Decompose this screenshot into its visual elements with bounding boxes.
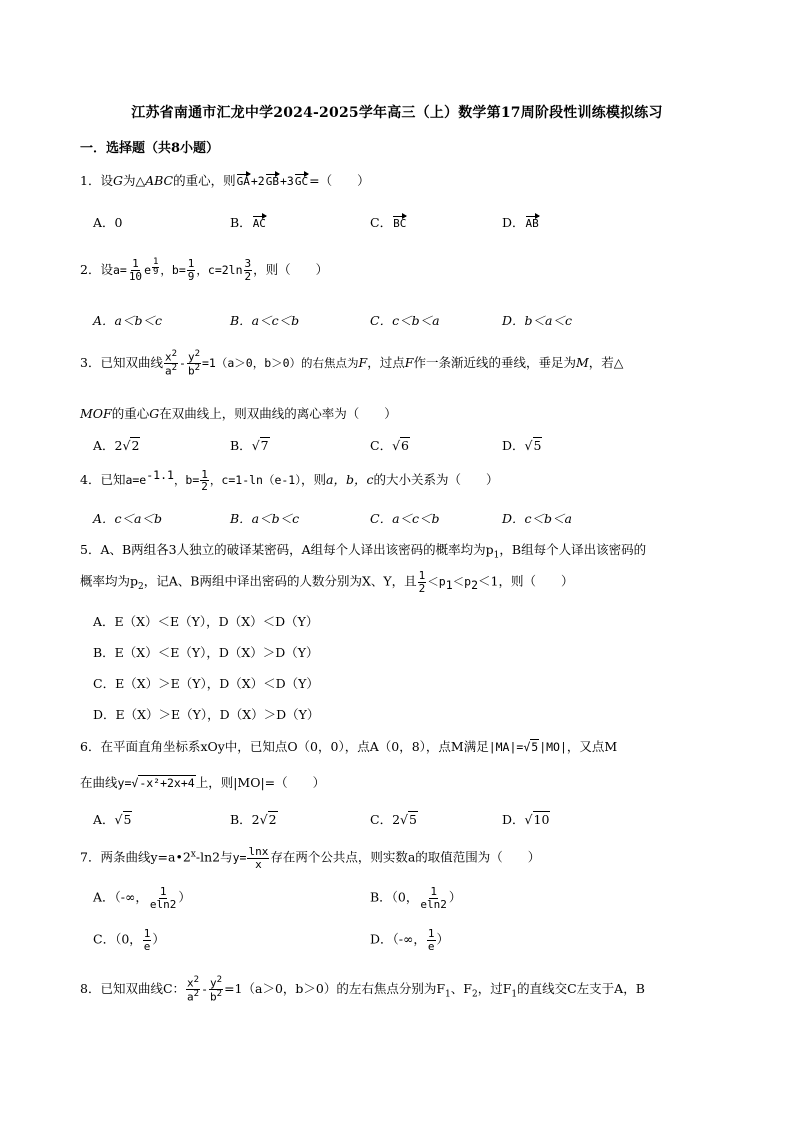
q6-radicand-2: -x²+2x+4	[139, 776, 195, 790]
q5-sub-1: 1	[493, 550, 500, 561]
q1-option-d-vector: AB	[525, 217, 539, 230]
q1-text-e: 的重心，则	[173, 173, 236, 188]
q3-option-d[interactable]	[502, 436, 542, 454]
q4-option-d[interactable]: D．c＜b＜a	[502, 511, 572, 526]
q1-abc: ABC	[145, 173, 174, 188]
q8-a: a	[187, 990, 194, 1004]
q8-a-sq: 2	[193, 989, 200, 1000]
q8-sub-1: 1	[445, 989, 451, 1000]
q7-option-b-num: 1	[430, 885, 437, 898]
q5-line-1b: ，B组每个人译出该密码的	[499, 542, 647, 557]
q7-option-b[interactable]	[370, 886, 461, 910]
q3-l2b: 的重心	[111, 406, 150, 421]
q7-y: y=	[232, 850, 247, 865]
q7-sup: x	[190, 849, 196, 860]
sqrt-icon: √10	[524, 812, 550, 827]
q7-option-c-label: C．（0，	[93, 931, 142, 947]
q1-option-c[interactable]	[370, 213, 407, 231]
q3-b: b	[187, 364, 195, 378]
q5-option-c[interactable]: C．E（X）＞E（Y），D（X）＜D（Y）	[93, 676, 319, 691]
q8-t1: 、F	[450, 981, 472, 997]
q8-sub-2: 2	[471, 989, 478, 1000]
q3-mof: MOF	[80, 406, 112, 421]
q4-tail1: ，则	[300, 472, 326, 488]
q1-text: 1．	[80, 173, 101, 188]
q2-exp-den: 9	[153, 267, 159, 278]
q7-option-b-frac	[419, 886, 448, 910]
q5-option-a[interactable]: A．E（X）＜E（Y），D（X）＜D（Y）	[93, 614, 319, 629]
q2-frac-3	[244, 258, 253, 282]
q2-option-a[interactable]: A．a＜b＜c	[93, 313, 162, 328]
q7-line-1: 7．两条曲线y=a•2	[80, 849, 191, 865]
q6-option-b-radicand: 2	[268, 812, 277, 827]
q3-g: G	[149, 406, 160, 421]
q3-frac-x	[164, 350, 178, 377]
page-title: 江苏省南通市汇龙中学2024-2025学年高三（上）数学第17周阶段性训练模拟练习	[131, 105, 663, 121]
q5-sub-2: 2	[138, 582, 144, 593]
q7-option-c-num: 1	[143, 927, 151, 940]
q5-ineq-2: ＜p	[452, 574, 472, 589]
q6-option-c-label: C．2	[370, 812, 401, 827]
q2-frac-3-den: 2	[244, 270, 252, 283]
q3-option-c-radicand: 6	[401, 438, 409, 453]
q5-option-b[interactable]: B．E（X）＜E（Y），D（X）＞D（Y）	[93, 645, 319, 660]
q2-frac-2-den: 9	[187, 270, 195, 283]
q3-y-sq: 2	[194, 349, 200, 359]
q1-option-a[interactable]: A．0	[93, 215, 123, 230]
q1-g: G	[112, 173, 123, 188]
q1-option-b-vector: AC	[252, 217, 266, 230]
q7-option-c-frac	[143, 928, 152, 952]
q8-frac-x	[186, 976, 200, 1003]
sqrt-icon: √-x²+2x+4	[131, 776, 195, 790]
q8-x: x	[187, 976, 194, 990]
q6-radicand: 5	[531, 740, 539, 754]
q4-vars: a，b，c	[326, 472, 374, 488]
q3-x-sq: 2	[171, 349, 178, 359]
question-7	[80, 846, 540, 870]
q7-option-d-end: ）	[436, 931, 450, 947]
q1-option-c-vector: BC	[393, 217, 407, 230]
q3-option-a[interactable]	[93, 436, 140, 454]
q1-option-c-label: C．	[370, 215, 393, 230]
q7-option-a-label: A．（-∞，	[93, 889, 148, 905]
q6-option-b[interactable]	[230, 810, 278, 828]
q3-option-b-label: B．	[230, 438, 252, 453]
q6-line-2: 在曲线	[80, 775, 118, 790]
question-3: 3．已知双曲线 $\frac{x^2}{a^2}$ - $\frac{y^2}{b^2}$ =1（a＞0，b＞0）的右焦点为F，过点F作一条渐近线的垂线，垂足为M，若△	[80, 349, 624, 378]
question-8: 8．已知双曲线C： $\frac{x^2}{a^2}$ - $\frac{y^2}{b^2}$ =1（a＞0，b＞0）的左右焦点分别为$F_1$、$F_2$，过$F_1$的直线交C左支于A，B	[80, 975, 645, 1004]
question-6-line-2	[80, 773, 325, 791]
question-5-line-2	[80, 570, 573, 594]
q3-m: M	[575, 355, 589, 371]
q2-frac-2	[187, 258, 196, 282]
q3-option-c[interactable]	[370, 436, 410, 454]
q6-option-c[interactable]	[370, 810, 418, 828]
q4-option-b[interactable]: B．a＜b＜c	[230, 511, 300, 526]
q3-option-d-label: D．	[502, 438, 525, 453]
q2-e: e	[144, 263, 151, 277]
q2-option-b[interactable]: B．a＜c＜b	[230, 313, 300, 328]
q5-line-2b: ，记A、B两组中译出密码的人数分别为X、Y，且	[143, 573, 417, 589]
q6-line-2b: 上，则|MO|=（ ）	[195, 775, 326, 790]
q6-ma: |MA|=	[488, 740, 524, 754]
q3-t2: 作一条渐近线的垂线，垂足为	[413, 355, 576, 371]
q4-frac-num: 1	[201, 467, 208, 481]
q7-line-1b: -ln2与	[195, 849, 233, 865]
q5-frac	[418, 570, 427, 594]
q1-vector-gb: GB	[265, 175, 279, 188]
q7-option-a-num: 1	[159, 885, 167, 898]
q2-frac-3-num: 3	[244, 257, 252, 271]
q8-sub-3: 1	[511, 989, 518, 1000]
q3-frac-y	[187, 350, 201, 377]
q3-option-c-label: C．	[370, 438, 393, 453]
q8-line-1: 8．已知双曲线C：	[80, 981, 186, 997]
q5-ineq-3: ＜1，则（ ）	[478, 573, 574, 589]
q2-c: ，c=2ln	[196, 263, 243, 277]
q7-frac-den: x	[255, 857, 262, 871]
q5-option-d[interactable]: D．E（X）＞E（Y），D（X）＞D（Y）	[93, 707, 320, 722]
q6-option-d-label: D．	[502, 812, 525, 827]
q6-y: y=	[117, 776, 132, 790]
q6-option-d[interactable]	[502, 810, 550, 828]
q8-y: y	[210, 976, 217, 990]
question-1	[80, 171, 370, 189]
q7-option-d-num: 1	[427, 927, 435, 940]
q5-frac-den: 2	[418, 581, 426, 595]
sqrt-icon: √6	[392, 438, 409, 453]
q2-frac-1-den: 10	[128, 270, 143, 283]
q5-line-1: 5．A、B两组各3人独立的破译某密码，A组每个人译出该密码的概率均为p	[80, 542, 494, 557]
q7-line-1c: 存在两个公共点，则实数a的取值范围为（ ）	[270, 849, 541, 865]
q3-b-sq: 2	[194, 363, 200, 374]
q2-exp-num: 1	[153, 257, 159, 267]
q5-frac-num: 1	[418, 569, 426, 582]
q8-x-sq: 2	[193, 975, 200, 985]
q8-b: b	[210, 990, 217, 1004]
q3-option-b-radicand: 7	[260, 438, 269, 453]
q7-option-a-frac	[149, 886, 178, 910]
q1-vector-gc: GC	[294, 175, 309, 188]
q7-frac-num: lnx	[248, 845, 269, 858]
q8-y-sq: 2	[216, 975, 223, 985]
q4-frac-den: 2	[201, 480, 208, 494]
sqrt-icon: √7	[251, 438, 269, 453]
q1-option-d-label: D．	[502, 215, 525, 230]
q7-option-c[interactable]	[93, 928, 165, 952]
q2-frac-1-num: 1	[132, 257, 139, 271]
question-3-line-2	[80, 404, 397, 422]
q7-option-c-den: e	[143, 939, 151, 953]
q7-option-a-den: eln2	[149, 897, 177, 911]
sqrt-icon: √5	[524, 438, 542, 453]
q2-num: 2．设	[80, 262, 113, 277]
q5-line-2: 概率均为p	[80, 573, 139, 589]
q5-ineq: ＜p	[427, 574, 446, 589]
q1-option-d[interactable]	[502, 213, 540, 231]
q1-option-b-label: B．	[230, 215, 252, 230]
q2-exp-frac	[152, 258, 159, 278]
q8-t2: ，过F	[477, 981, 512, 997]
q7-option-d-label: D．（-∞，	[370, 931, 426, 947]
q3-option-b[interactable]	[230, 436, 270, 454]
q8-mid: =1（a＞0，b＞0）的左右焦点分别为F	[224, 981, 446, 997]
q3-x: x	[164, 350, 172, 364]
q7-option-d-den: e	[427, 939, 435, 953]
q6-option-d-radicand: 10	[533, 812, 550, 827]
q3-a-sq: 2	[171, 363, 178, 374]
sqrt-icon: √5	[523, 740, 539, 754]
q7-option-a[interactable]	[93, 886, 191, 910]
q3-a: a	[164, 364, 172, 378]
q1-plus-2: +2	[250, 174, 265, 188]
q1-vector-ga: GA	[236, 175, 250, 188]
question-2	[80, 258, 328, 283]
q2-option-c[interactable]: C．c＜b＜a	[370, 313, 440, 328]
q6-option-b-label: B．2	[230, 812, 260, 827]
q5-ineq-sub-2: 2	[471, 578, 478, 593]
sqrt-icon: √5	[400, 812, 417, 827]
q3-mid: =1（a＞0，b＞0）的右焦点为	[202, 356, 359, 371]
section-heading: 一．选择题（共8小题）	[80, 141, 220, 156]
q2-tail: ，则（ ）	[253, 262, 329, 277]
q1-tail: =（ ）	[309, 173, 370, 188]
q3-f2: F	[404, 355, 414, 371]
q4-c: ，c=1-ln（e-1）	[209, 473, 301, 488]
q3-num: 3．已知双曲线	[80, 355, 163, 371]
q8-b-sq: 2	[216, 989, 223, 1000]
q3-option-a-radicand: 2	[131, 438, 140, 453]
sqrt-icon: √5	[114, 812, 132, 827]
q6-line-1b: ，又点M	[566, 739, 618, 754]
q4-num: 4．已知	[80, 472, 126, 488]
q4-b: ，b=	[173, 473, 200, 488]
q6-option-c-radicand: 5	[409, 812, 417, 827]
q3-y: y	[187, 350, 195, 364]
q6-mo: |MO|	[539, 740, 567, 754]
q7-option-b-end: ）	[448, 889, 462, 905]
q4-exp: -1.1	[146, 468, 174, 482]
q2-frac-2-num: 1	[187, 257, 195, 271]
q7-option-b-den: eln2	[420, 897, 447, 911]
q4-frac	[200, 469, 209, 493]
q4-option-c[interactable]: C．a＜c＜b	[370, 511, 440, 526]
sqrt-icon: √2	[122, 438, 140, 453]
q7-option-d-frac	[427, 928, 436, 952]
q3-t3: ，若△	[588, 355, 624, 371]
q3-f: F	[358, 355, 368, 371]
q6-option-a-radicand: 5	[123, 812, 132, 827]
q2-a: a=	[112, 263, 127, 277]
q1-plus-3: +3	[279, 174, 294, 188]
q3-l2d: 在双曲线上，则双曲线的离心率为（ ）	[159, 406, 397, 421]
q6-option-a[interactable]	[93, 810, 132, 828]
question-5	[80, 540, 646, 561]
q5-ineq-sub-1: 1	[445, 578, 453, 593]
q1-option-b[interactable]	[230, 213, 267, 231]
q8-t3: 的直线交C左支于A，B	[517, 981, 645, 997]
q6-line-1: 6．在平面直角坐标系xOy中，已知点O（0，0），点A（0，8），点M满足	[80, 739, 489, 754]
q7-option-d[interactable]	[370, 928, 449, 952]
q7-option-b-label: B．（0，	[370, 889, 419, 905]
q6-option-a-label: A．	[93, 812, 115, 827]
q2-frac-1	[128, 258, 143, 282]
sqrt-icon: √2	[259, 812, 277, 827]
q1-text-c: 为△	[122, 173, 146, 188]
q7-frac	[247, 846, 269, 870]
question-4	[80, 468, 498, 493]
q7-option-a-end: ）	[178, 889, 191, 905]
q8-frac-y	[209, 976, 223, 1003]
q3-option-d-radicand: 5	[533, 438, 542, 453]
q3-option-a-label: A．2	[93, 438, 123, 453]
q4-a: a=e	[125, 473, 147, 488]
q1-text-a: 设	[100, 173, 113, 188]
question-6	[80, 737, 617, 755]
q4-option-a[interactable]: A．c＜a＜b	[93, 511, 162, 526]
q2-b: ，b=	[160, 263, 186, 277]
q4-tail2: 的大小关系为（ ）	[373, 472, 499, 488]
q7-option-c-end: ）	[152, 931, 165, 947]
q2-option-d[interactable]: D．b＜a＜c	[502, 313, 572, 328]
q3-t1: ，过点	[367, 355, 405, 371]
